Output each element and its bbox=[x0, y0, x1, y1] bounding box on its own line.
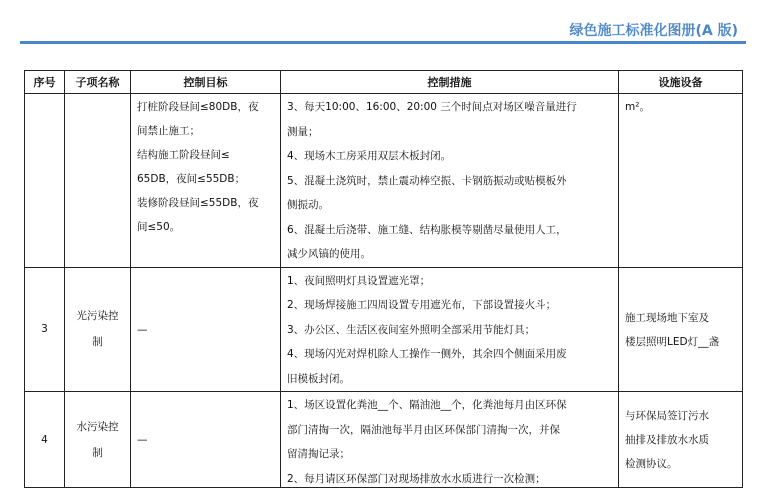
dash-placeholder: — bbox=[137, 434, 148, 446]
row-facilities-equipment bbox=[619, 94, 743, 268]
text-line: 光污染控 bbox=[76, 310, 119, 323]
row-control-measures bbox=[281, 267, 619, 392]
text-line: 1、夜间照明灯具设置遮光罩； bbox=[287, 274, 431, 287]
text-line: 4、现场木工房采用双层木板封闭。 bbox=[287, 150, 452, 162]
text-line: 1、场区设置化粪池__个、隔油池__个，化粪池每月由区环保 bbox=[287, 399, 567, 411]
text-line: 6、混凝土后浇带、施工缝、结构胀模等剔凿尽量使用人工， bbox=[287, 223, 567, 236]
row-serial-number bbox=[25, 94, 65, 268]
table-row bbox=[25, 94, 743, 268]
row-control-target bbox=[131, 267, 281, 392]
table-header-row bbox=[25, 71, 743, 94]
text-line: 水污染控 bbox=[76, 420, 119, 433]
header-control-measures: 控制措施 bbox=[281, 71, 619, 94]
table-row bbox=[25, 392, 743, 488]
row-control-target bbox=[131, 94, 281, 268]
text-line: 2、现场焊接施工四周设置专用遮光布，下部设置接火斗； bbox=[287, 299, 557, 311]
row-control-target bbox=[131, 392, 281, 488]
text-line: 测量； bbox=[287, 125, 319, 138]
text-line: 65DB，夜间≤55DB； bbox=[137, 173, 246, 185]
header-sub-item-name: 子项名称 bbox=[65, 71, 131, 94]
text-line: 5、混凝土浇筑时，禁止震动棒空振、卡钢筋振动或贴模板外 bbox=[287, 174, 567, 187]
row-serial-number: 3 bbox=[25, 267, 65, 392]
text-line: 侧振动。 bbox=[287, 199, 329, 211]
text-line: 2、每月请区环保部门对现场排放水水质进行一次检测； bbox=[287, 472, 546, 485]
text-line: 3、办公区、生活区夜间室外照明全部采用节能灯具； bbox=[287, 323, 536, 336]
header-facilities-equipment: 设施设备 bbox=[619, 71, 743, 94]
text-line: 3、每天10:00、16:00、20:00 三个时间点对场区噪音量进行 bbox=[287, 101, 577, 113]
text-line: 部门清掏一次，隔油池每半月由区环保部门清掏一次，并保 bbox=[287, 423, 560, 436]
row-sub-item-name bbox=[65, 267, 131, 392]
row-sub-item-name bbox=[65, 94, 131, 268]
row-serial-number: 4 bbox=[25, 392, 65, 488]
row-control-measures bbox=[281, 94, 619, 268]
text-line: 间≤50。 bbox=[137, 221, 181, 233]
text-line: 检测协议。 bbox=[625, 458, 678, 470]
dash-placeholder: — bbox=[137, 323, 148, 336]
row-facilities-equipment bbox=[619, 392, 743, 488]
document-header-title: 绿色施工标准化图册(A 版) bbox=[569, 23, 738, 39]
text-line: 楼层照明LED灯__盏 bbox=[625, 335, 720, 348]
text-line: 减少风镐的使用。 bbox=[287, 248, 371, 260]
row-facilities-equipment bbox=[619, 267, 743, 392]
text-line: 旧模板封闭。 bbox=[287, 372, 350, 385]
text-line: 间禁止施工； bbox=[137, 125, 200, 137]
text-line: 制 bbox=[92, 336, 103, 349]
text-line: 制 bbox=[92, 446, 103, 459]
text-line: 施工现场地下室及 bbox=[625, 311, 709, 324]
text-line: 留清掏记录； bbox=[287, 448, 350, 460]
text-line: 装修阶段昼间≤55DB，夜 bbox=[137, 197, 259, 209]
row-sub-item-name bbox=[65, 392, 131, 488]
text-line: 打桩阶段昼间≤80DB，夜 bbox=[137, 101, 259, 113]
row-control-measures bbox=[281, 392, 619, 488]
text-line: 抽排及排放水水质 bbox=[625, 434, 709, 446]
text-line: 4、现场闪光对焊机除人工操作一侧外，其余四个侧面采用废 bbox=[287, 348, 567, 360]
text-line: 与环保局签订污水 bbox=[625, 410, 709, 422]
construction-control-table bbox=[24, 70, 743, 488]
header-control-target: 控制目标 bbox=[131, 71, 281, 94]
table-row bbox=[25, 267, 743, 392]
text-line: 结构施工阶段昼间≤ bbox=[137, 149, 230, 161]
text-line: m²。 bbox=[625, 101, 650, 113]
header-divider bbox=[20, 41, 746, 44]
header-serial-number: 序号 bbox=[25, 71, 65, 94]
